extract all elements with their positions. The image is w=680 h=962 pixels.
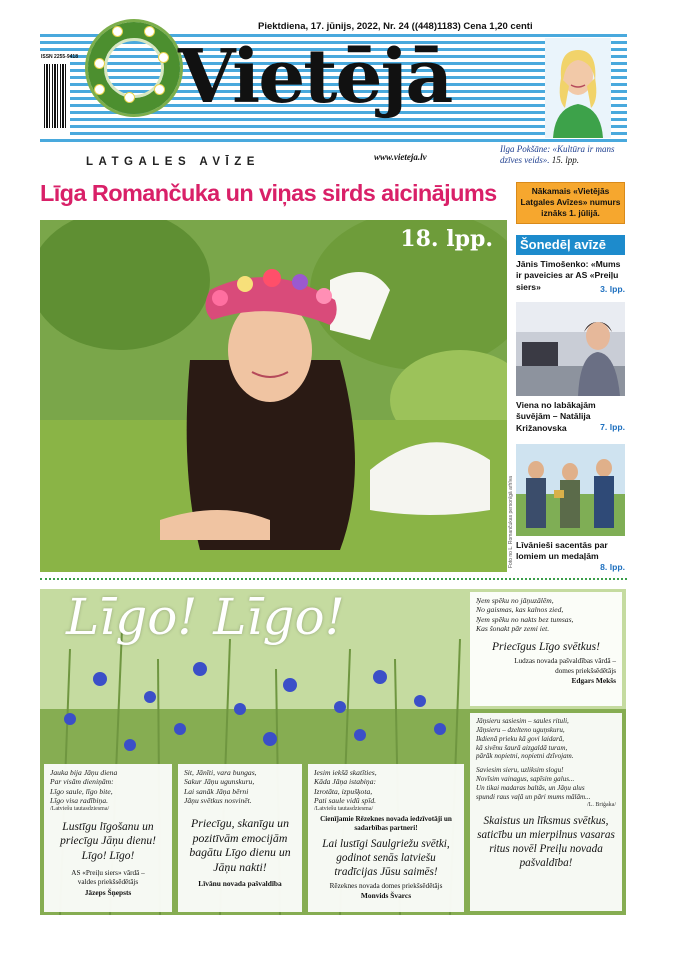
signature-col1	[50, 869, 166, 898]
poem-line: kā sivēnu šaurā aizgaldā turam,	[476, 743, 568, 752]
poem-line: Ņem spēku no nakts bez tumsas,	[476, 614, 574, 624]
sidebar-item-2-text[interactable]: Viena no labākajām šuvējām – Natālija Križanovska	[516, 400, 596, 433]
sidebar-item-1-text[interactable]: Jānis Timošenko: «Mums ir paveicies ar AS «Preiļu siers»	[516, 259, 621, 292]
poem-line: Līgo saule, līgo bite,	[50, 786, 113, 796]
greeting-col3: Lai lustīgi Saulgriežu svētki, godinot senās latviešu tradīcijas Jūsu saimēs!	[322, 837, 450, 878]
signature-col3	[314, 882, 458, 902]
poem-preili	[476, 717, 616, 802]
poem-line: Novīsim vainagus, sapīsim galus...	[476, 775, 575, 784]
main-headline[interactable]: Līga Romančuka un viņas sirds aicinājums	[40, 180, 497, 206]
poem-line: Jāņu svētkus nosvinēt.	[184, 796, 252, 806]
portrait-caption-text: Ilga Pokšāne: «Kultūra ir mans dzīves veids».	[500, 144, 615, 166]
poem-line: Kas šonakt pār zemi iet.	[476, 624, 550, 634]
portrait-caption[interactable]	[500, 144, 628, 167]
isbn-text: ISSN 2255-9418	[41, 54, 78, 60]
sidebar-item-3-text[interactable]: Līvānieši sacentās par lomiem un medaļām	[516, 540, 608, 562]
signature-line: domes priekšsēdētājs	[555, 666, 616, 675]
signature-line: AS «Preiļu siers» vārdā –	[71, 869, 145, 878]
poem-line: Jāņsieru sasiesim – saules rituli,	[476, 717, 569, 725]
sidebar-photo-fishermen[interactable]	[516, 444, 625, 536]
greeting-box-preilu-siers	[44, 764, 172, 912]
poem-author-col3: /Latviešu tautasdziesma/	[314, 805, 374, 812]
flower-wreath-icon	[88, 22, 180, 114]
masthead-slogan: LATGALES AVĪZE	[86, 156, 260, 168]
poem-col2	[184, 768, 296, 806]
signature-line: valdes priekšsēdētājs	[77, 878, 139, 887]
poem-line: Ņem spēku no jāņuzālēm,	[476, 596, 554, 605]
next-issue-notice: Nākamais «Vietējās Latgales Avīzes» numurs iznāks 1. jūlijā.	[516, 182, 625, 224]
poem-line: Kāda Jāņa istabiņa:	[314, 777, 377, 787]
sidebar-item-2-ref[interactable]: 7. lpp.	[600, 422, 625, 432]
note-col3: Cienījamie Rēzeknes novada iedzīvotāji un sadarbības partneri!	[320, 814, 452, 833]
barcode-icon	[44, 64, 66, 128]
greeting-box-preili	[470, 713, 622, 911]
section-divider	[40, 578, 627, 580]
greeting-box-livani	[178, 764, 302, 912]
poem-col3	[314, 768, 458, 806]
poem-line: Līgo visa radībiņa.	[50, 796, 109, 806]
poem-line: Jauka bija Jāņu diena	[50, 768, 118, 777]
main-photo-page-ref: 18. lpp.	[400, 226, 493, 252]
signature-name: Edgars Mekšs	[571, 676, 616, 686]
greeting-col2: Priecīgu, skanīgu un pozitīvām emocijām bagātu Līgo dienu un Jāņu nakti!	[189, 815, 291, 875]
poem-line: Jāņsieru – dzelteno uguņskuru,	[476, 725, 565, 734]
poem-line: Sakur Jāņu ugunskuru,	[184, 777, 255, 787]
poem-line: Ikdienā prieku kā govi laidarā,	[476, 734, 565, 743]
main-photo[interactable]	[40, 220, 507, 572]
poem-line: Iesim iekšā skatīties,	[314, 768, 377, 777]
website-link[interactable]: www.vieteja.lv	[374, 152, 427, 162]
poem-line: Pati saule vidū spīd.	[314, 796, 377, 806]
photo-credit: Foto no L. Romančukas personīgā arhīva	[508, 476, 514, 568]
greeting-ludza: Priecīgus Līgo svētkus!	[492, 640, 600, 653]
main-photo-illustration	[40, 220, 507, 572]
poem-line: Lai sanāk Jāņa bērni	[184, 786, 249, 796]
signature-line: Ludzas novada pašvaldības vārdā –	[514, 657, 616, 666]
ligo-title: Līgo! Līgo!	[66, 588, 345, 646]
poem-line: Saviesim sieru, uzliksim slogu!	[476, 766, 564, 775]
greeting-col1: Lustīgu līgošanu un priecīgu Jāņu dienu! Līgo! Līgo!	[60, 820, 156, 862]
signature-line: Rēzeknes novada domes priekšsēdētājs	[329, 881, 443, 890]
poem-line: spundi raus vaļā un pāri mums mālām...	[476, 792, 591, 801]
greeting-box-ludza	[470, 592, 622, 706]
poem-author-preili: /L. Briģaka/	[587, 801, 616, 808]
signature-col2	[184, 879, 296, 889]
signature-ludza	[476, 657, 616, 686]
sidebar-photo-seamstress[interactable]	[516, 302, 625, 396]
greeting-preili: Skaistus un līksmus svētkus, saticību un mierpilnus vasaras ritus novēl Preiļu novada pašvaldība!	[477, 814, 615, 869]
poem-line: Izrotāta, izpušķota,	[314, 786, 373, 796]
poem-author-col1: /Latviešu tautasdziesma/	[50, 805, 110, 812]
poem-line: No gaismas, kas kalnos zied,	[476, 605, 564, 615]
poem-line: Sit, Jānīti, vara bungas,	[184, 768, 257, 777]
poem-line: Un tikai madaras baltās, un Jāņu alus	[476, 784, 585, 793]
portrait-photo[interactable]	[545, 38, 611, 138]
barcode-box	[40, 54, 78, 136]
poem-col1	[50, 768, 166, 806]
portrait-page-ref: 15. lpp.	[549, 155, 580, 166]
sidebar-item-1-ref[interactable]: 3. lpp.	[600, 284, 625, 294]
signature-name: Jāzeps Šņepsts	[84, 887, 132, 897]
sidebar-item-3-ref[interactable]: 8. lpp.	[600, 562, 625, 572]
poem-ludza	[476, 596, 616, 634]
sidebar-heading: Šonedēļ avīzē	[516, 235, 625, 255]
greeting-box-rezekne	[308, 764, 464, 912]
newspaper-logo[interactable]: Vietējā	[178, 34, 452, 120]
dateline: Piektdiena, 17. jūnijs, 2022, Nr. 24 ((448)1183) Cena 1,20 centi	[258, 21, 533, 32]
signature-name: Monvids Švarcs	[360, 891, 412, 901]
poem-line: Par visām dieniņām:	[50, 777, 114, 787]
poem-line: pārāk nopietni, nopietni dzīvojam.	[476, 752, 574, 761]
signature-name: Līvānu novada pašvaldība	[198, 878, 282, 888]
